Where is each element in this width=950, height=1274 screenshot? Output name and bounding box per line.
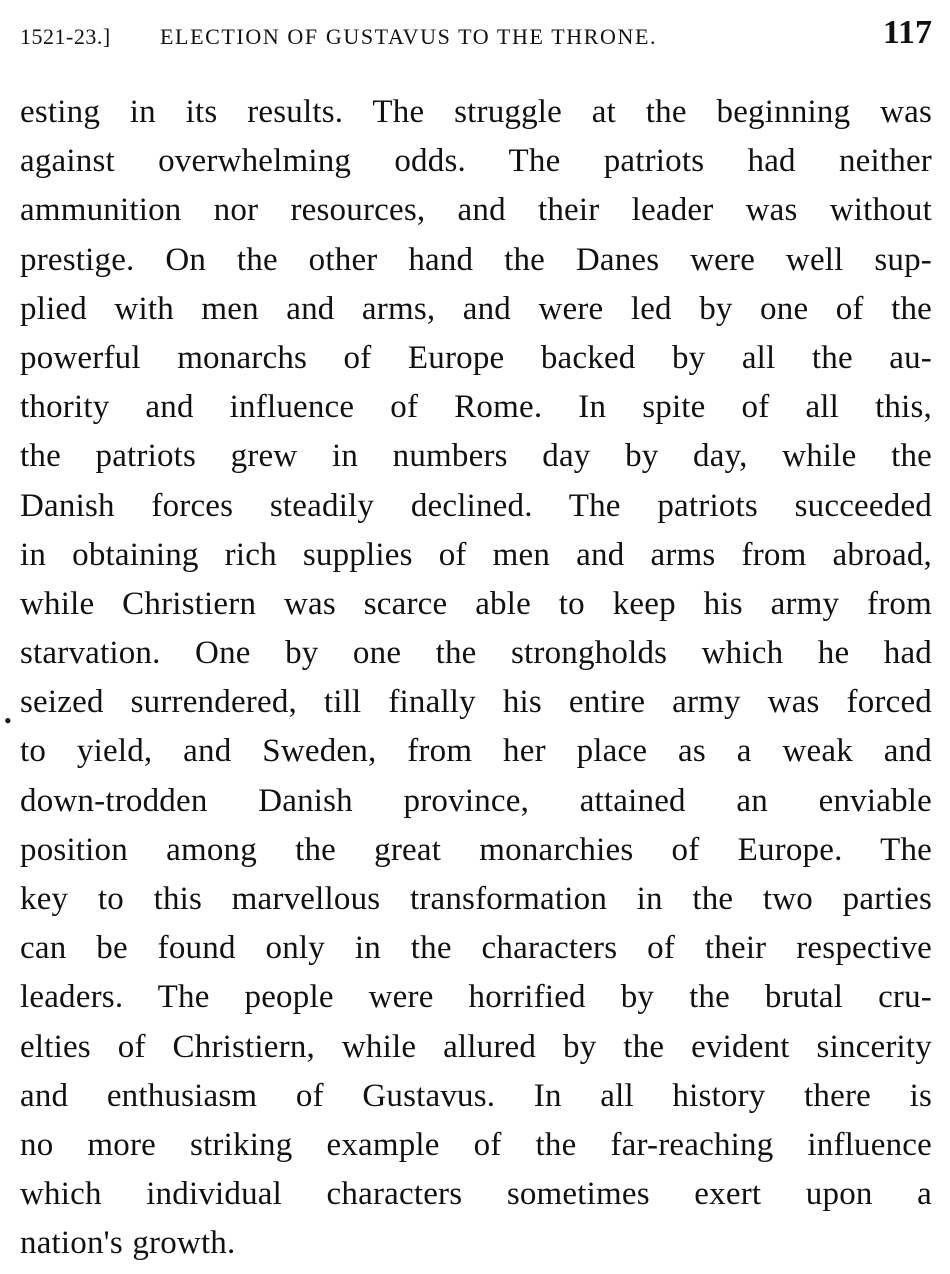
text-line: to yield, and Sweden, from her place as a weak and <box>20 733 932 770</box>
text-line: and enthusiasm of Gustavus. In all history there is <box>20 1077 932 1114</box>
text-line: starvation. One by one the strongholds which he had <box>20 635 932 672</box>
page-number: 117 <box>882 14 932 51</box>
text-line: Danish forces steadily declined. The patriots succeeded <box>20 487 932 524</box>
text-line: position among the great monarchies of Europe. The <box>20 831 932 868</box>
text-line: no more striking example of the far-reaching influence <box>20 1126 932 1163</box>
text-line: prestige. On the other hand the Danes were well sup- <box>20 241 932 278</box>
running-head-date: 1521-23.] <box>20 24 111 49</box>
text-line: leaders. The people were horrified by the brutal cru- <box>20 979 932 1016</box>
text-line: key to this marvellous transformation in the two parties <box>20 881 932 917</box>
text-line: down-trodden Danish province, attained an enviable <box>20 782 932 819</box>
body-paragraph <box>20 88 932 1269</box>
text-line: the patriots grew in numbers day by day, while the <box>20 438 932 475</box>
text-line: powerful monarchs of Europe backed by all the au- <box>20 339 932 376</box>
running-head-title: ELECTION OF GUSTAVUS TO THE THRONE. <box>160 24 658 49</box>
text-line: in obtaining rich supplies of men and arms from abroad, <box>20 536 932 573</box>
text-line: esting in its results. The struggle at the beginning was <box>20 94 932 130</box>
printing-speck: • <box>4 708 12 733</box>
running-head <box>20 14 932 58</box>
text-line: against overwhelming odds. The patriots had neither <box>20 143 932 180</box>
text-line: while Christiern was scarce able to keep his army from <box>20 585 932 622</box>
text-line: can be found only in the characters of their respective <box>20 930 932 967</box>
text-line: seized surrendered, till finally his entire army was forced <box>20 684 932 721</box>
text-line: elties of Christiern, while allured by the evident sincerity <box>20 1028 932 1065</box>
text-line: which individual characters sometimes exert upon a <box>20 1176 932 1213</box>
text-line: ammunition nor resources, and their leader was without <box>20 192 932 229</box>
text-line: nation's growth. <box>20 1225 236 1262</box>
text-line: plied with men and arms, and were led by one of the <box>20 290 932 327</box>
text-line: thority and influence of Rome. In spite of all this, <box>20 389 932 426</box>
